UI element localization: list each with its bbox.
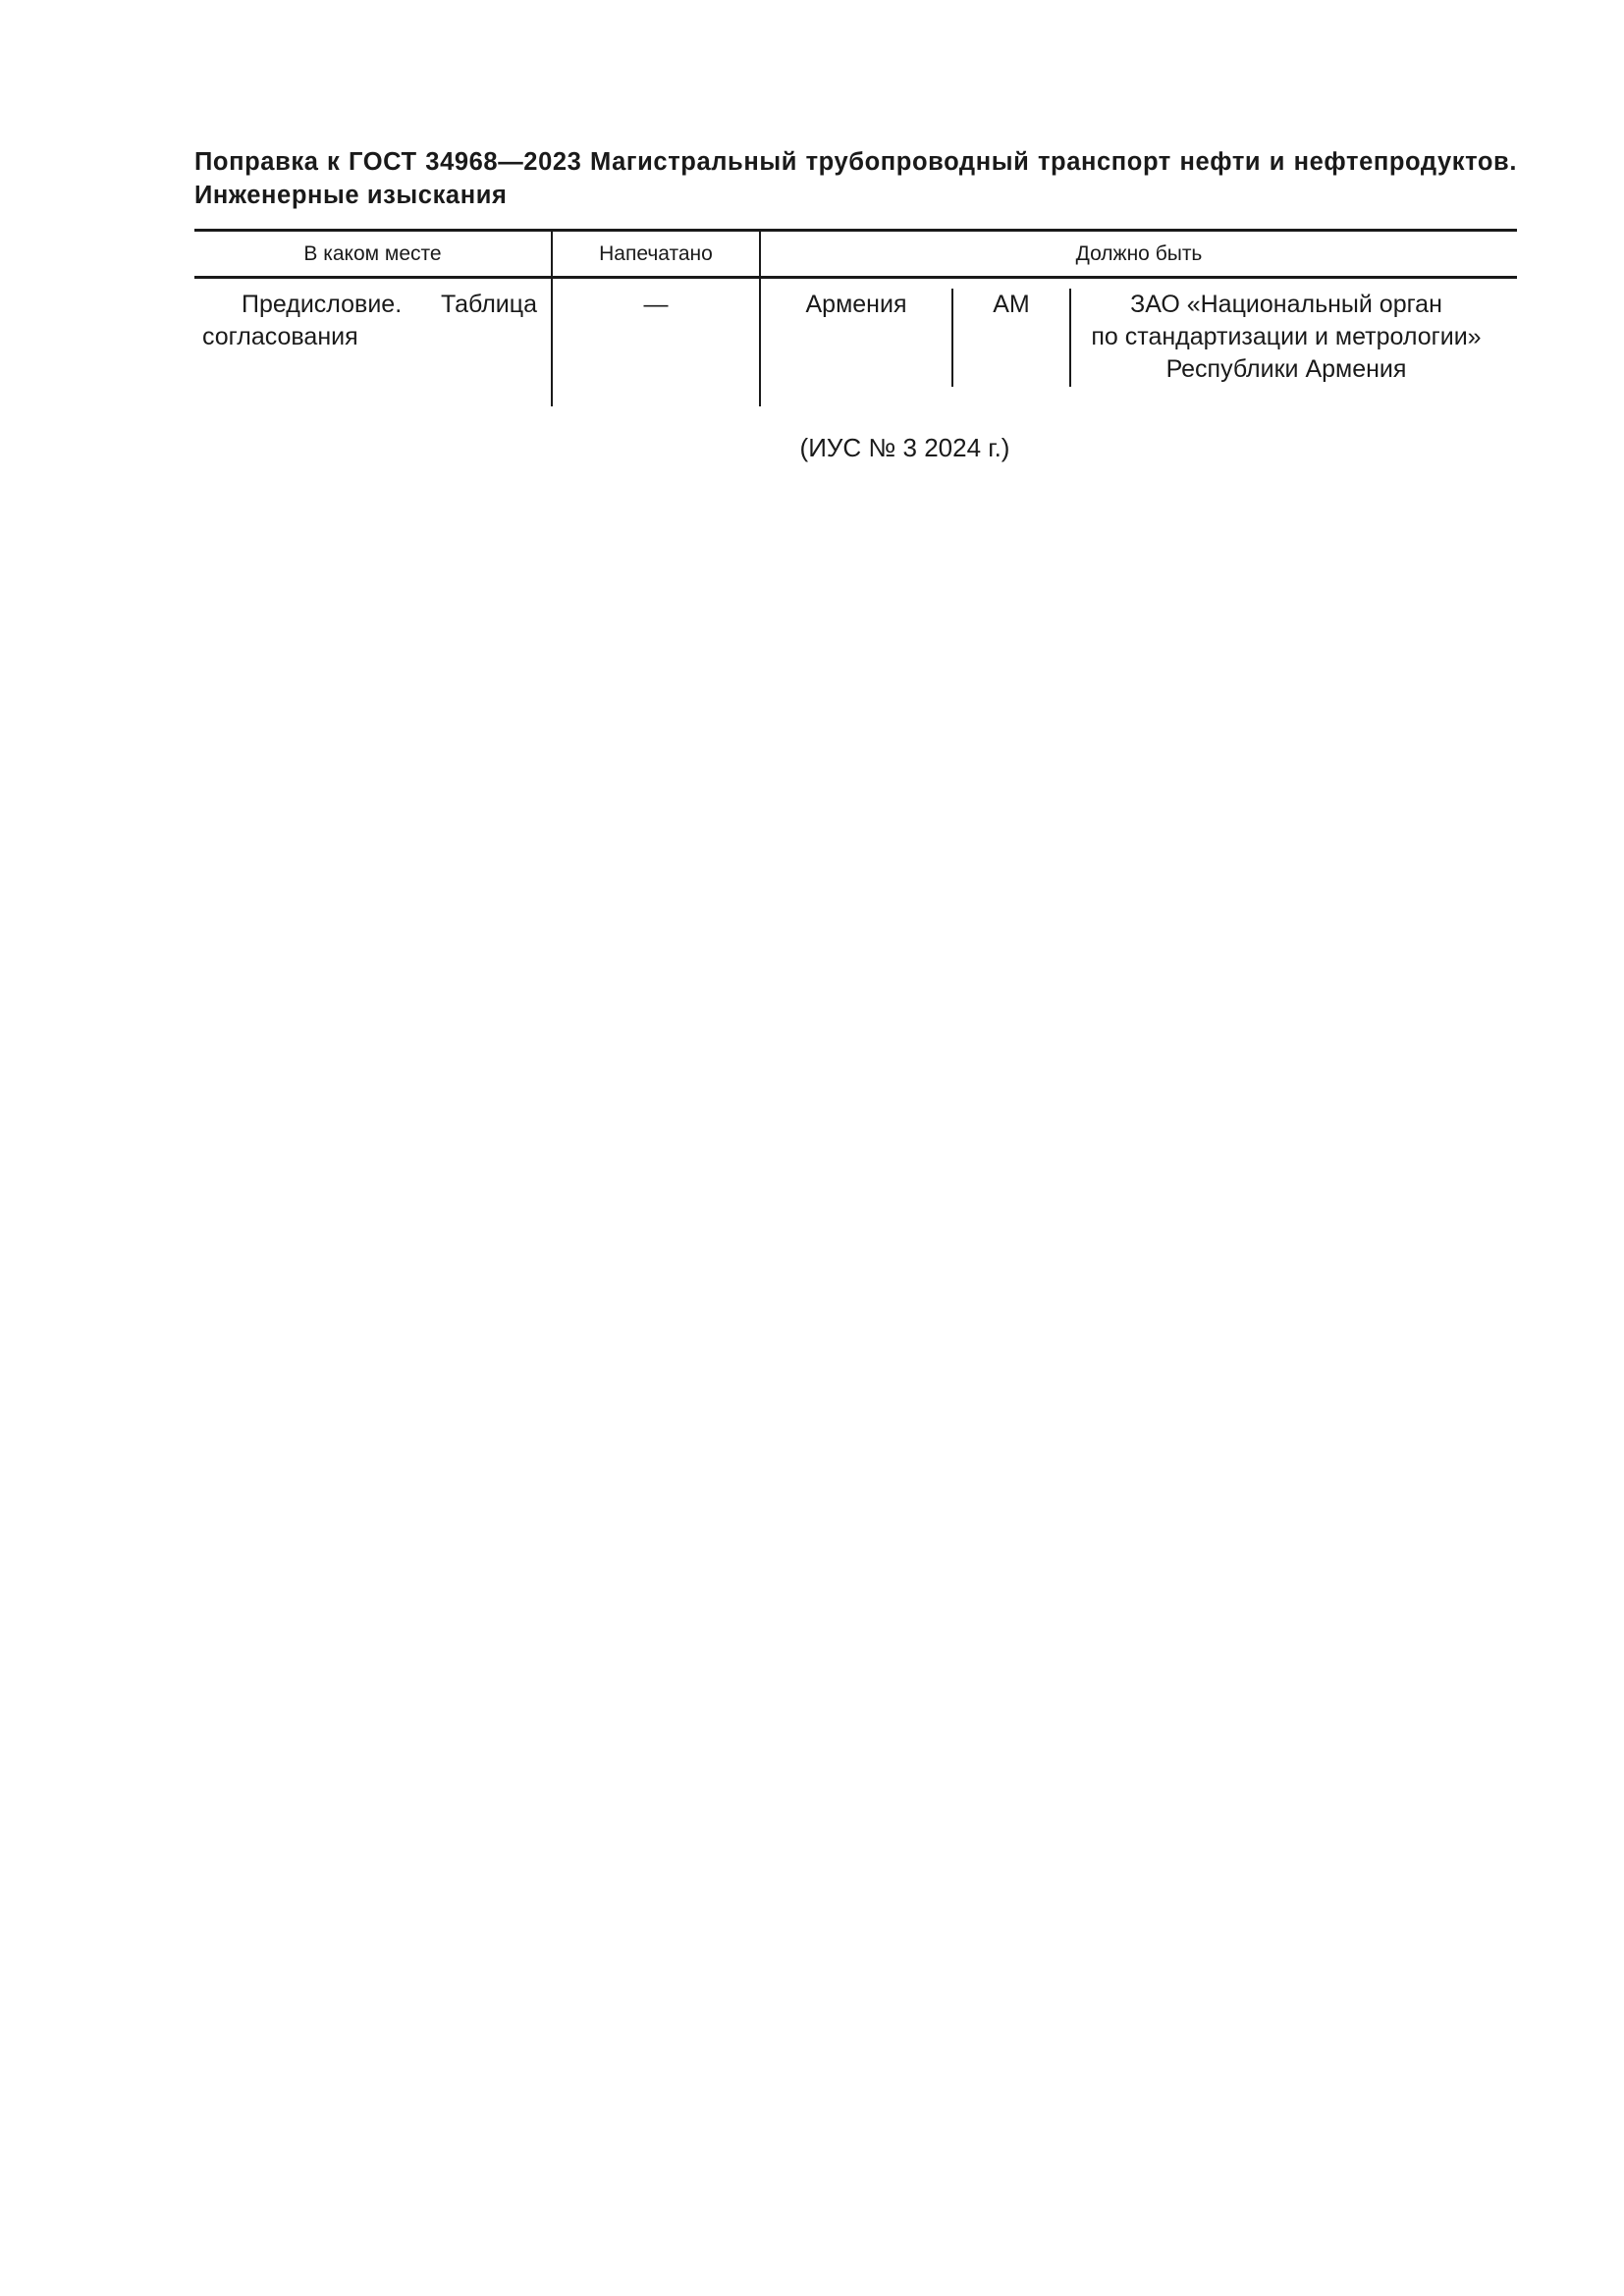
organization-line: Республики Армения [1165, 355, 1407, 383]
header-should-be: Должно быть [760, 231, 1517, 278]
cell-printed: — [552, 278, 760, 407]
cell-organization [1071, 289, 1517, 386]
document-page [194, 145, 1517, 463]
organization-line: ЗАО «Национальный орган [1130, 291, 1442, 318]
ius-reference: (ИУС № 3 2024 г.) [799, 433, 1010, 462]
table-row [194, 278, 1517, 407]
cell-country-code: AM [953, 289, 1071, 387]
header-place: В каком месте [194, 231, 552, 278]
amendment-table [194, 229, 1517, 406]
table-header-row [194, 231, 1517, 278]
cell-place: Предисловие. Таблица согласования [194, 278, 552, 407]
organization-line: по стандартизации и метрологии» [1091, 323, 1482, 350]
document-title: Поправка к ГОСТ 34968—2023 Магистральный трубопроводный транспорт нефти и нефтепродуктов. Инженерные изыскания [194, 148, 1517, 209]
header-printed: Напечатано [552, 231, 760, 278]
cell-country: Армения [761, 289, 953, 387]
should-be-group [761, 289, 1517, 387]
cell-should-be [760, 278, 1517, 407]
